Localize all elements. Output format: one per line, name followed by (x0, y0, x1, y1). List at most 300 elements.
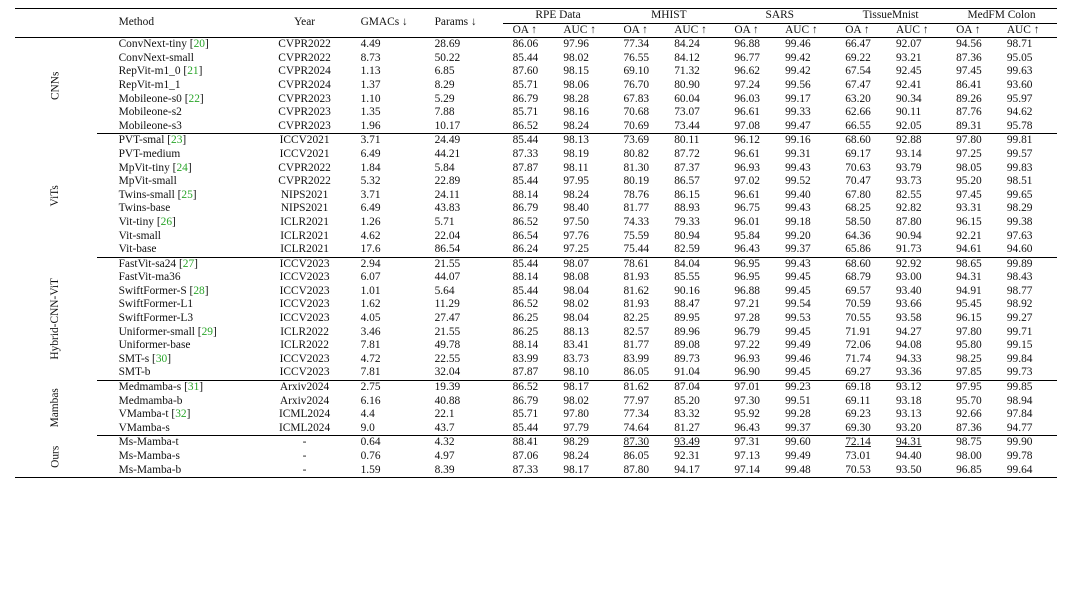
auc-value-cell: 88.13 (563, 325, 589, 338)
year-cell: NIPS2021 (280, 202, 329, 215)
auc-value-cell: 80.90 (674, 78, 700, 91)
citation-link[interactable]: 23 (171, 134, 183, 147)
auc-value-cell: 91.73 (886, 243, 946, 257)
year-cell: CVPR2023 (278, 106, 331, 119)
oa-value-cell: 85.44 (512, 257, 539, 270)
oa-value-cell: 85.44 (512, 175, 539, 188)
params-cell: 8.39 (434, 463, 455, 476)
year-cell: ICLR2021 (280, 229, 329, 242)
auc-value-cell: 83.73 (563, 352, 589, 365)
oa-value-cell: 85.71 (512, 106, 539, 119)
oa-value-cell: 87.60 (512, 65, 539, 78)
auc-value-cell: 98.71 (1006, 38, 1033, 51)
oa-value-cell: 77.34 (623, 38, 650, 51)
auc-value-cell: 99.45 (775, 366, 835, 380)
oa-value-cell: 72.14 (845, 436, 871, 449)
table-row (15, 339, 1057, 353)
oa-value-cell: 86.52 (512, 381, 539, 394)
oa-value-cell: 86.79 (512, 92, 539, 105)
auc-value-cell: 93.21 (895, 51, 922, 64)
citation-link[interactable]: 28 (193, 284, 205, 297)
oa-value-cell: 74.33 (623, 215, 650, 228)
oa-value-cell: 69.27 (835, 366, 886, 380)
year-cell: ICLR2022 (280, 325, 329, 338)
auc-value-cell: 93.00 (895, 271, 922, 284)
auc-value-cell: 99.38 (1006, 215, 1033, 228)
oa-value-cell: 73.01 (845, 450, 871, 462)
method-name: FastVit-ma36 (118, 271, 181, 284)
auc-value-cell: 98.29 (563, 436, 589, 449)
table-row (15, 134, 1057, 148)
auc-value-cell: 92.07 (895, 38, 922, 51)
year-cell: CVPR2023 (261, 120, 349, 134)
oa-value-cell: 86.54 (512, 229, 539, 242)
oa-value-cell: 69.30 (835, 422, 886, 436)
params-cell: 4.32 (434, 436, 455, 449)
method-name: Mobileone-s0 (118, 92, 182, 105)
auc-value-cell: 98.29 (1006, 202, 1033, 215)
gmacs-cell: 2.94 (360, 257, 381, 270)
auc-value-cell: 92.88 (895, 134, 922, 147)
auc-value-cell: 94.27 (895, 325, 922, 338)
params-cell: 28.69 (434, 38, 461, 51)
oa-value-cell: 92.21 (956, 229, 982, 242)
citation-link[interactable]: 21 (187, 65, 199, 78)
oa-value-cell: 94.61 (946, 243, 997, 257)
oa-value-cell: 87.87 (503, 366, 554, 380)
gmacs-cell: 3.71 (360, 188, 381, 201)
year-cell: CVPR2024 (278, 65, 331, 78)
auc-value-cell: 84.24 (674, 38, 700, 51)
oa-value-cell: 65.86 (835, 243, 886, 257)
table-row (15, 52, 1057, 66)
auc-value-cell: 73.44 (664, 120, 724, 134)
oa-value-cell: 86.25 (512, 312, 539, 325)
citation-link[interactable]: 32 (175, 408, 187, 421)
group-label-cell (15, 381, 97, 436)
method-cell: VMamba-t [32] (118, 408, 191, 421)
oa-value-cell: 89.31 (946, 120, 997, 134)
method-cell (97, 464, 261, 478)
oa-value-cell: 96.88 (734, 38, 760, 51)
oa-value-cell: 81.30 (623, 161, 650, 174)
table-row (15, 285, 1057, 299)
params-cell: 22.04 (434, 229, 461, 242)
method-name: Ms-Mamba-b (118, 463, 182, 476)
oa-value-cell: 96.79 (734, 325, 760, 338)
oa-value-cell: 97.01 (734, 381, 760, 394)
auc-value-cell: 98.77 (1006, 284, 1033, 297)
method-name: Medmamba-s (118, 381, 182, 394)
oa-value-cell: 96.95 (734, 271, 760, 284)
year-cell: ICCV2023 (279, 298, 330, 311)
auc-value-cell: 99.71 (1006, 325, 1033, 338)
oa-value-cell: 95.84 (734, 229, 760, 242)
header-dataset: MHIST (613, 9, 724, 24)
oa-value-cell: 96.61 (734, 147, 760, 160)
auc-value-cell: 89.73 (674, 352, 700, 365)
params-cell: 5.71 (434, 215, 455, 228)
oa-value-cell: 96.93 (734, 352, 760, 365)
gmacs-cell: 5.32 (360, 175, 381, 188)
params-cell: 19.39 (434, 381, 461, 394)
header-oa: OA ↑ (845, 23, 870, 36)
auc-value-cell: 97.79 (553, 422, 613, 436)
method-cell (97, 366, 261, 380)
oa-value-cell: 97.31 (734, 436, 760, 449)
gmacs-cell: 3.71 (360, 134, 381, 147)
method-name: VMamba-s (118, 421, 170, 434)
oa-value-cell: 98.25 (956, 352, 982, 365)
header-params: Params ↓ (434, 16, 477, 29)
table-row (15, 257, 1057, 271)
oa-value-cell: 86.24 (503, 243, 554, 257)
method-cell (97, 243, 261, 257)
oa-value-cell: 97.45 (956, 65, 982, 78)
gmacs-cell: 8.73 (360, 51, 381, 64)
method-name: RepVit-m1_1 (118, 78, 181, 91)
oa-value-cell: 78.61 (623, 257, 650, 270)
auc-value-cell: 99.51 (785, 394, 811, 407)
year-cell: ICCV2023 (279, 312, 330, 325)
auc-value-cell: 97.50 (563, 215, 589, 228)
method-cell (97, 271, 261, 285)
oa-value-cell: 80.82 (623, 147, 650, 160)
auc-value-cell: 99.81 (1006, 134, 1033, 147)
oa-value-cell: 98.00 (956, 450, 982, 462)
citation-link[interactable]: 29 (201, 325, 213, 338)
oa-value-cell: 97.02 (734, 175, 760, 188)
params-cell: 10.17 (425, 120, 503, 134)
table-row (15, 65, 1057, 79)
auc-value-cell: 80.94 (674, 229, 700, 242)
year-cell: CVPR2022 (278, 161, 331, 174)
auc-value-cell: 98.24 (553, 120, 613, 134)
method-cell (97, 106, 261, 120)
auc-value-cell: 93.79 (895, 161, 922, 174)
method-name: PVT-smal (118, 134, 165, 147)
params-cell: 4.97 (434, 450, 455, 462)
oa-value-cell: 68.60 (845, 134, 871, 147)
year-cell: NIPS2021 (280, 188, 329, 201)
oa-value-cell: 71.91 (845, 325, 871, 338)
gmacs-cell: 1.26 (360, 215, 381, 228)
method-name: Vit-base (118, 243, 157, 256)
auc-value-cell: 99.84 (1006, 352, 1033, 365)
auc-value-cell: 94.60 (997, 243, 1057, 257)
auc-value-cell: 92.82 (895, 202, 922, 215)
auc-value-cell: 82.59 (664, 243, 724, 257)
year-cell: ICCV2023 (279, 284, 330, 297)
params-cell: 44.07 (434, 271, 461, 284)
oa-value-cell: 96.95 (734, 257, 760, 270)
oa-value-cell: 75.59 (623, 229, 650, 242)
auc-value-cell: 91.04 (664, 366, 724, 380)
gmacs-cell: 0.76 (360, 450, 381, 462)
oa-value-cell: 95.45 (956, 298, 982, 311)
gmacs-cell: 1.35 (360, 106, 381, 119)
year-cell: CVPR2022 (278, 51, 331, 64)
method-cell (97, 175, 261, 189)
gmacs-cell: 1.10 (360, 92, 381, 105)
citation-link[interactable]: 31 (187, 381, 200, 394)
oa-value-cell: 95.92 (734, 408, 760, 421)
gmacs-cell: 1.37 (360, 78, 381, 91)
oa-value-cell: 97.14 (734, 463, 760, 476)
method-name: SwiftFormer-S (118, 284, 187, 297)
table-row (15, 106, 1057, 120)
auc-value-cell: 99.43 (785, 161, 811, 174)
auc-value-cell: 98.02 (563, 394, 589, 407)
table-row (15, 38, 1057, 52)
table-row (15, 312, 1057, 326)
oa-value-cell: 67.47 (845, 78, 871, 91)
group-label-cell (15, 134, 97, 257)
auc-value-cell: 90.94 (895, 229, 922, 242)
auc-value-cell: 94.40 (895, 450, 922, 462)
method-cell: FastVit-sa24 [27] (118, 257, 198, 270)
oa-value-cell: 97.85 (946, 366, 997, 380)
oa-value-cell: 86.25 (512, 325, 539, 338)
oa-value-cell: 66.55 (835, 120, 886, 134)
oa-value-cell: 98.05 (956, 161, 982, 174)
oa-value-cell: 85.44 (512, 284, 539, 297)
oa-value-cell: 92.66 (956, 408, 982, 421)
method-name: MpVit-tiny (118, 161, 170, 174)
method-cell: ConvNext-tiny [20] (118, 38, 209, 51)
auc-value-cell: 93.40 (895, 284, 922, 297)
auc-value-cell: 98.17 (563, 463, 589, 476)
table-row (15, 93, 1057, 107)
header-year: Year (294, 16, 316, 29)
citation-link[interactable]: 20 (193, 38, 205, 51)
citation-link[interactable]: 25 (181, 188, 193, 201)
method-cell (97, 148, 261, 162)
oa-value-cell: 97.45 (956, 188, 982, 201)
auc-value-cell: 93.12 (895, 381, 922, 394)
oa-value-cell: 87.87 (512, 161, 539, 174)
params-cell: 5.84 (434, 161, 455, 174)
oa-value-cell: 72.06 (845, 339, 871, 352)
year-cell: CVPR2023 (278, 92, 331, 105)
method-cell: Mobileone-s0 [22] (118, 92, 204, 105)
oa-value-cell: 87.76 (956, 106, 982, 119)
oa-value-cell: 97.08 (724, 120, 775, 134)
method-cell: Vit-tiny [26] (118, 215, 176, 228)
year-cell: ICCV2021 (279, 134, 330, 147)
oa-value-cell: 69.10 (623, 65, 650, 78)
auc-value-cell: 99.45 (785, 325, 811, 338)
citation-link[interactable]: 30 (155, 352, 168, 365)
auc-value-cell: 73.07 (674, 106, 700, 119)
method-name: Twins-base (118, 202, 171, 215)
oa-value-cell: 88.41 (512, 436, 539, 449)
table-row (15, 216, 1057, 230)
gmacs-cell: 6.07 (360, 271, 381, 284)
auc-value-cell: 98.11 (563, 161, 589, 174)
auc-value-cell: 89.08 (674, 339, 700, 352)
oa-value-cell: 70.59 (845, 298, 871, 311)
oa-value-cell: 87.30 (623, 436, 650, 449)
auc-value-cell: 94.31 (895, 436, 922, 449)
oa-value-cell: 77.97 (623, 394, 650, 407)
method-cell (97, 79, 261, 93)
oa-value-cell: 88.14 (512, 339, 539, 352)
oa-value-cell: 80.19 (623, 175, 650, 188)
oa-value-cell: 69.17 (845, 147, 871, 160)
auc-value-cell: 93.20 (886, 422, 946, 436)
oa-value-cell: 68.60 (845, 257, 871, 270)
year-cell: CVPR2024 (278, 78, 331, 91)
citation-link[interactable]: 27 (182, 257, 195, 270)
gmacs-cell: 4.49 (360, 38, 381, 51)
auc-value-cell: 99.23 (785, 381, 811, 394)
oa-value-cell: 95.20 (956, 175, 982, 188)
oa-value-cell: 68.79 (845, 271, 871, 284)
auc-value-cell: 99.57 (1006, 147, 1033, 160)
oa-value-cell: 77.34 (623, 408, 650, 421)
table-row (15, 148, 1057, 162)
method-name: ConvNext-tiny (118, 38, 187, 51)
auc-value-cell: 99.49 (785, 339, 811, 352)
oa-value-cell: 86.06 (512, 38, 539, 51)
auc-value-cell: 93.18 (895, 394, 922, 407)
method-name: Ms-Mamba-s (118, 450, 180, 462)
oa-value-cell: 97.22 (734, 339, 760, 352)
method-name: FastVit-sa24 (118, 257, 177, 270)
year-cell: CVPR2022 (278, 38, 331, 51)
auc-value-cell: 98.06 (563, 78, 589, 91)
auc-value-cell: 98.19 (563, 147, 589, 160)
group-label: CNNs (48, 71, 61, 101)
oa-value-cell: 66.47 (845, 38, 871, 51)
auc-value-cell: 99.89 (1006, 257, 1033, 270)
params-cell: 5.29 (434, 92, 455, 105)
oa-value-cell: 97.24 (734, 78, 760, 91)
auc-value-cell: 99.46 (785, 38, 811, 51)
method-name: Mobileone-s2 (118, 106, 182, 119)
auc-value-cell: 83.32 (674, 408, 700, 421)
method-cell (97, 52, 261, 66)
auc-value-cell: 92.41 (895, 78, 922, 91)
auc-value-cell: 83.41 (563, 339, 589, 352)
oa-value-cell: 67.83 (623, 92, 650, 105)
method-name: Vit-small (118, 229, 161, 242)
auc-value-cell: 99.37 (775, 422, 835, 436)
params-cell: 86.54 (425, 243, 503, 257)
header-dataset: TissueMnist (835, 9, 946, 24)
citation-link[interactable]: 22 (188, 92, 200, 105)
auc-value-cell: 99.43 (785, 202, 811, 215)
gmacs-cell: 0.64 (360, 436, 381, 449)
group-label: Hybrid-CNN-ViT (48, 278, 61, 360)
table-row (15, 436, 1057, 450)
method-name: Uniformer-base (118, 339, 191, 352)
auc-value-cell: 99.45 (785, 271, 811, 284)
oa-value-cell: 81.62 (623, 284, 650, 297)
auc-value-cell: 90.16 (674, 284, 700, 297)
auc-value-cell: 99.46 (785, 352, 811, 365)
auc-value-cell: 99.65 (1006, 188, 1033, 201)
oa-value-cell: 70.53 (845, 463, 871, 476)
oa-value-cell: 96.15 (956, 215, 982, 228)
oa-value-cell: 97.80 (956, 134, 982, 147)
header-dataset: MedFM Colon (946, 9, 1057, 24)
method-name: SwiftFormer-L1 (118, 298, 194, 311)
citation-link[interactable]: 24 (176, 161, 188, 174)
auc-value-cell: 87.04 (674, 381, 700, 394)
auc-value-cell: 93.58 (895, 312, 922, 325)
method-name: Medmamba-b (118, 394, 183, 407)
auc-value-cell: 94.08 (895, 339, 922, 352)
method-name: ConvNext-small (118, 51, 194, 64)
oa-value-cell: 96.75 (734, 202, 760, 215)
oa-value-cell: 62.66 (845, 106, 871, 119)
header-dataset: RPE Data (503, 9, 614, 24)
auc-value-cell: 99.42 (785, 51, 811, 64)
auc-value-cell: 98.02 (563, 51, 589, 64)
method-cell: SMT-s [30] (118, 352, 172, 365)
oa-value-cell: 81.93 (623, 271, 650, 284)
oa-value-cell: 63.20 (845, 92, 871, 105)
header-auc: AUC ↑ (1006, 23, 1040, 36)
auc-value-cell: 99.47 (775, 120, 835, 134)
oa-value-cell: 87.36 (956, 51, 982, 64)
auc-value-cell: 99.49 (785, 450, 811, 462)
auc-value-cell: 87.72 (674, 147, 700, 160)
gmacs-cell: 4.05 (360, 312, 381, 325)
oa-value-cell: 87.33 (512, 147, 539, 160)
oa-value-cell: 86.79 (512, 394, 539, 407)
year-cell: Arxiv2024 (279, 394, 330, 407)
oa-value-cell: 94.31 (956, 271, 982, 284)
citation-link[interactable]: 26 (160, 215, 173, 228)
header-auc: AUC ↑ (563, 23, 596, 36)
oa-value-cell: 96.12 (734, 134, 760, 147)
oa-value-cell: 85.44 (512, 51, 539, 64)
auc-value-cell: 98.94 (1006, 394, 1033, 407)
table-row (15, 120, 1057, 134)
table-row (15, 464, 1057, 478)
table-row (15, 230, 1057, 244)
method-cell: Uniformer-small [29] (118, 325, 217, 338)
auc-value-cell: 98.10 (553, 366, 613, 380)
oa-value-cell: 96.93 (734, 161, 760, 174)
header-dataset: SARS (724, 9, 835, 24)
params-cell: 44.21 (434, 147, 461, 160)
gmacs-cell: 17.6 (349, 243, 425, 257)
oa-value-cell: 88.14 (512, 271, 539, 284)
oa-value-cell: 82.57 (623, 325, 650, 338)
oa-value-cell: 85.71 (512, 408, 539, 421)
method-name: Mobileone-s3 (118, 119, 182, 132)
oa-value-cell: 68.25 (845, 202, 871, 215)
oa-value-cell: 86.05 (623, 450, 650, 462)
auc-value-cell: 99.43 (785, 257, 811, 270)
auc-value-cell: 87.37 (674, 161, 700, 174)
oa-value-cell: 86.52 (503, 120, 554, 134)
params-cell: 24.49 (434, 134, 461, 147)
group-header-spacer (15, 9, 97, 38)
method-cell: Twins-small [25] (118, 188, 197, 201)
auc-value-cell: 89.96 (674, 325, 700, 338)
auc-value-cell: 93.36 (886, 366, 946, 380)
oa-value-cell: 69.18 (845, 381, 871, 394)
auc-value-cell: 89.95 (674, 312, 700, 325)
auc-value-cell: 94.77 (997, 422, 1057, 436)
auc-value-cell: 93.66 (895, 298, 922, 311)
table-row (15, 175, 1057, 189)
